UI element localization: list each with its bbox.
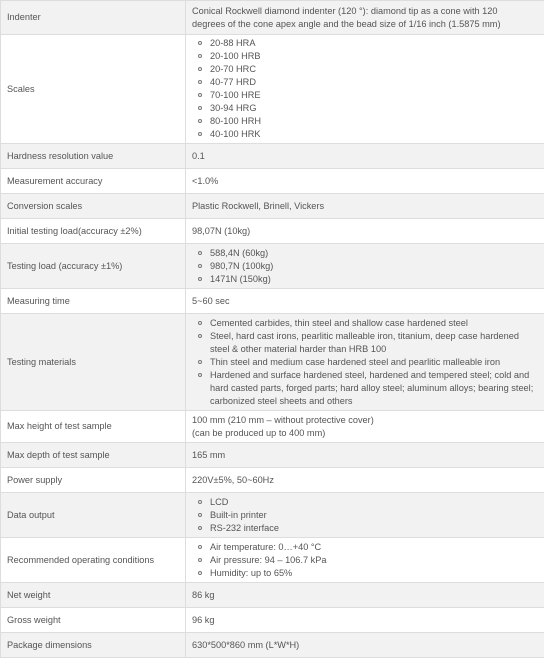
spec-value: Plastic Rockwell, Brinell, Vickers: [186, 194, 544, 219]
spec-row-conversion-scales: [1, 194, 544, 219]
spec-row-measuring-time: [1, 289, 544, 314]
spec-label: Scales: [1, 35, 186, 144]
spec-value: 220V±5%, 50~60Hz: [186, 468, 544, 493]
spec-value: [186, 35, 544, 144]
spec-row-package-dimensions: [1, 633, 544, 658]
spec-value: 86 kg: [186, 583, 544, 608]
testing-materials-list: [192, 317, 538, 408]
spec-value: <1.0%: [186, 169, 544, 194]
spec-label: Measurement accuracy: [1, 169, 186, 194]
operating-conditions-list: [192, 541, 538, 580]
spec-value: 0.1: [186, 144, 544, 169]
spec-row-measurement-accuracy: [1, 169, 544, 194]
spec-value: [186, 244, 544, 289]
spec-value-line: degrees of the cone apex angle and the bead size of 1/16 inch (1.5875 mm): [192, 18, 501, 29]
scales-list: [192, 37, 538, 141]
spec-row-max-height: [1, 411, 544, 443]
spec-row-initial-testing-load: [1, 219, 544, 244]
spec-label: Gross weight: [1, 608, 186, 633]
list-item: Built-in printer: [204, 509, 538, 522]
spec-row-net-weight: [1, 583, 544, 608]
spec-label: Testing load (accuracy ±1%): [1, 244, 186, 289]
list-item: Air temperature: 0…+40 °C: [204, 541, 538, 554]
spec-row-scales: [1, 35, 544, 144]
list-item: 20-100 HRB: [204, 50, 538, 63]
spec-value: 98,07N (10kg): [186, 219, 544, 244]
list-item: 588,4N (60kg): [204, 247, 538, 260]
list-item: 30-94 HRG: [204, 102, 538, 115]
spec-value: 630*500*860 mm (L*W*H): [186, 633, 544, 658]
spec-row-data-output: [1, 493, 544, 538]
spec-label: Max height of test sample: [1, 411, 186, 443]
list-item: Hardened and surface hardened steel, hardened and tempered steel; cold and hard casted parts, forged parts; hard alloy steel; aluminum alloys; bearing steel; carbonized steel sheets and others: [204, 369, 538, 408]
list-item: Cemented carbides, thin steel and shallow case hardened steel: [204, 317, 538, 330]
spec-label: Recommended operating conditions: [1, 538, 186, 583]
list-item: Thin steel and medium case hardened steel and pearlitic malleable iron: [204, 356, 538, 369]
list-item: Steel, hard cast irons, pearlitic malleable iron, titanium, deep case hardened steel & other material harder than HRB 100: [204, 330, 538, 356]
list-item: 20-70 HRC: [204, 63, 538, 76]
spec-row-testing-materials: [1, 314, 544, 411]
spec-label: Max depth of test sample: [1, 443, 186, 468]
data-output-list: [192, 496, 538, 535]
spec-row-power-supply: [1, 468, 544, 493]
spec-label: Indenter: [1, 1, 186, 35]
testing-load-list: [192, 247, 538, 286]
spec-row-indenter: [1, 1, 544, 35]
spec-row-hardness-resolution: [1, 144, 544, 169]
spec-value: [186, 314, 544, 411]
spec-value: [186, 1, 544, 35]
spec-value: [186, 493, 544, 538]
list-item: 980,7N (100kg): [204, 260, 538, 273]
spec-value: [186, 411, 544, 443]
list-item: 80-100 HRH: [204, 115, 538, 128]
spec-label: Measuring time: [1, 289, 186, 314]
spec-label: Package dimensions: [1, 633, 186, 658]
spec-label: Data output: [1, 493, 186, 538]
spec-value: [186, 538, 544, 583]
spec-row-gross-weight: [1, 608, 544, 633]
spec-row-max-depth: [1, 443, 544, 468]
list-item: 1471N (150kg): [204, 273, 538, 286]
list-item: Humidity: up to 65%: [204, 567, 538, 580]
spec-value-line: 100 mm (210 mm – without protective cover): [192, 414, 374, 425]
list-item: Air pressure: 94 – 106.7 kPa: [204, 554, 538, 567]
spec-label: Testing materials: [1, 314, 186, 411]
spec-row-testing-load: [1, 244, 544, 289]
spec-value: 165 mm: [186, 443, 544, 468]
list-item: 40-77 HRD: [204, 76, 538, 89]
spec-row-operating-conditions: [1, 538, 544, 583]
spec-value: 96 kg: [186, 608, 544, 633]
list-item: RS-232 interface: [204, 522, 538, 535]
specifications-body: [1, 1, 544, 658]
list-item: 20-88 HRA: [204, 37, 538, 50]
spec-label: Hardness resolution value: [1, 144, 186, 169]
spec-value-line: (can be produced up to 400 mm): [192, 427, 326, 438]
spec-label: Conversion scales: [1, 194, 186, 219]
spec-label: Net weight: [1, 583, 186, 608]
spec-label: Initial testing load(accuracy ±2%): [1, 219, 186, 244]
list-item: 40-100 HRK: [204, 128, 538, 141]
list-item: LCD: [204, 496, 538, 509]
spec-label: Power supply: [1, 468, 186, 493]
list-item: 70-100 HRE: [204, 89, 538, 102]
spec-value-line: Conical Rockwell diamond indenter (120 °): diamond tip as a cone with 120: [192, 5, 498, 16]
spec-value: 5~60 sec: [186, 289, 544, 314]
